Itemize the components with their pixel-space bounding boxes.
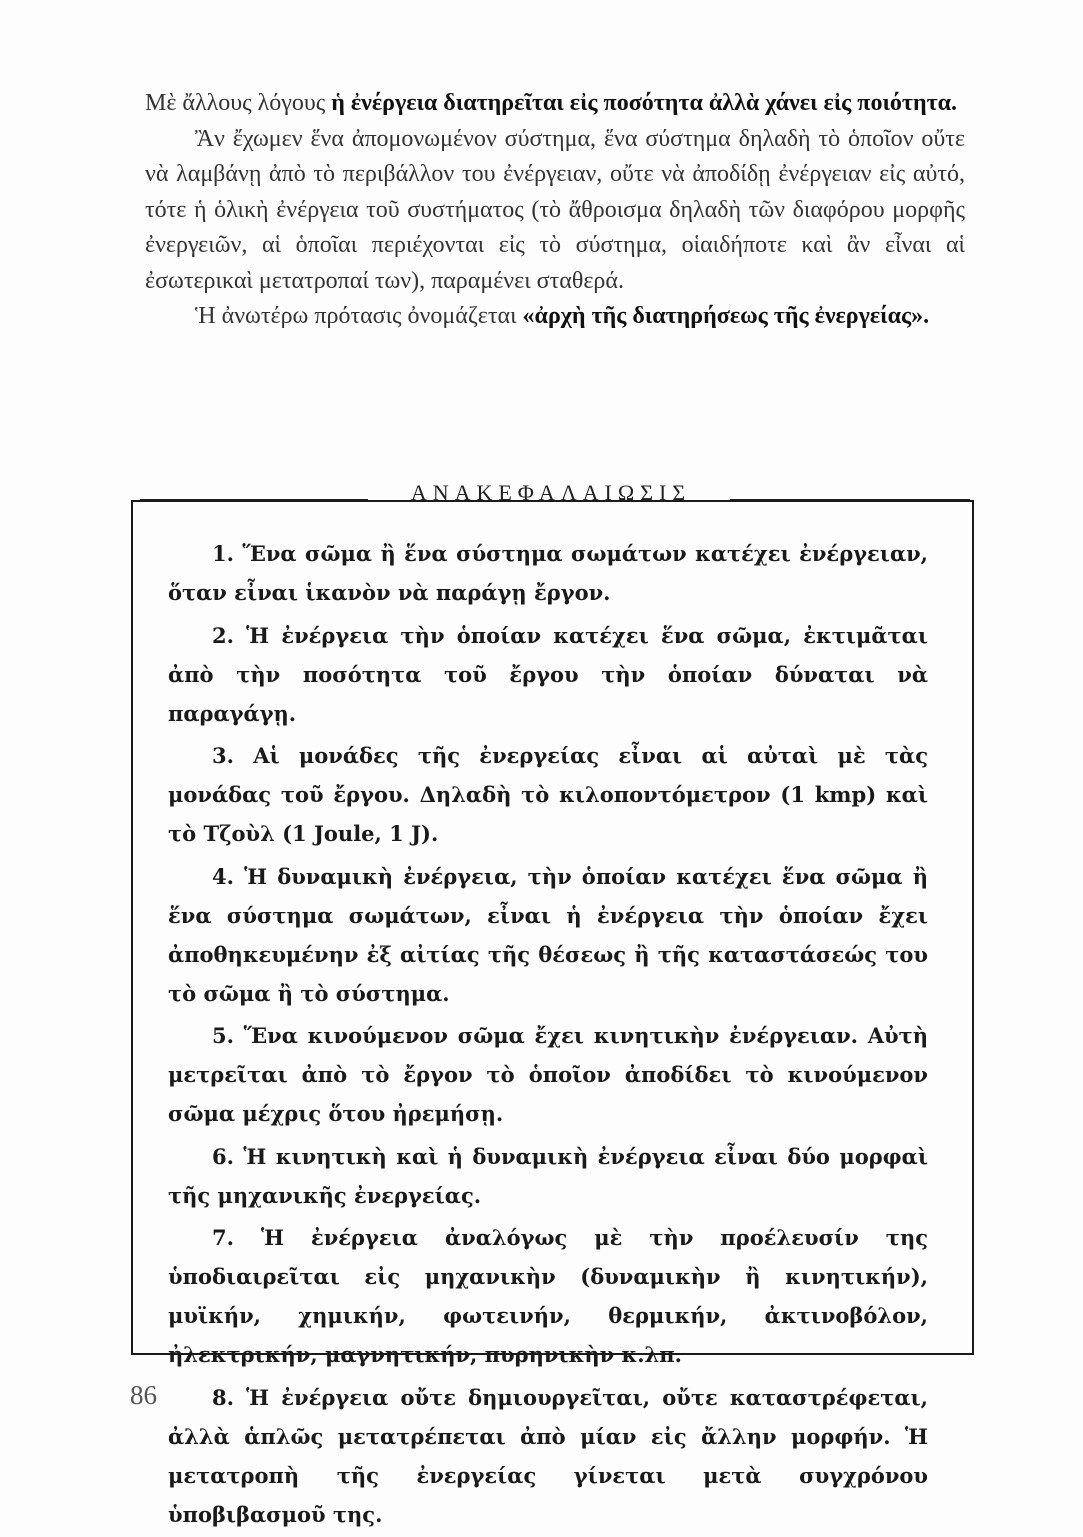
- intro-line1-bold: ἡ ἐνέργεια διατηρεῖται εἰς ποσότητα ἀλλὰ χάνει εἰς ποιότητα.: [331, 90, 958, 116]
- intro-paragraph-1: [145, 86, 965, 122]
- summary-item-7: 7. Ἡ ἐνέργεια ἀναλόγως μὲ τὴν προέλευσίν της ὑποδιαιρεῖται εἰς μηχανικὴν (δυναμικὴν ἢ κινητικήν), μυϊκήν, χημικήν, φωτεινήν, θερμικήν, ἀκτινοβόλον, ἠλεκτρικήν, μαγνητικήν, πυρηνικὴν κ.λπ.: [168, 1225, 928, 1367]
- summary-item-2: 2. Ἡ ἐνέργεια τὴν ὁποίαν κατέχει ἕνα σῶμα, ἐκτιμᾶται ἀπὸ τὴν ποσότητα τοῦ ἔργου τὴν ὁποίαν δύναται νὰ παραγάγῃ.: [168, 622, 928, 726]
- summary-item-5: 5. Ἕνα κινούμενον σῶμα ἔχει κινητικὴν ἐνέργειαν. Αὐτὴ μετρεῖται ἀπὸ τὸ ἔργον τὸ ὁποῖον ἀποδίδει τὸ κινούμενον σῶμα μέχρις ὅτου ἠρεμήσῃ.: [168, 1023, 928, 1126]
- intro-para3-regular: Ἡ ἀνωτέρω πρότασις ὀνομάζεται: [195, 303, 517, 329]
- summary-heading: ΑΝΑΚΕΦΑΛΑΙΩΣΙΣ: [410, 480, 692, 505]
- intro-paragraph-2: Ἂν ἔχωμεν ἕνα ἀπομονωμένον σύστημα, ἕνα σύστημα δηλαδὴ τὸ ὁποῖον οὔτε νὰ λαμβάνῃ ἀπὸ τὸ περιβάλλον του ἐνέργειαν, οὔτε νὰ ἀποδίδῃ ἐνέργειαν εἰς αὐτό, τότε ἡ ὁλικὴ ἐνέργεια τοῦ συστήματος (τὸ ἄθροισμα δηλαδὴ τῶν διαφόρου μορφῆς ἐνεργειῶν, αἱ ὁποῖαι περιέχονται εἰς τὸ σύστημα, οἱαιδήποτε καὶ ἂν εἶναι αἱ ἐσωτερικαὶ μετατροπαί των), παραμένει σταθερά.: [145, 125, 965, 294]
- intro-line1-regular: Μὲ ἄλλους λόγους: [145, 90, 326, 116]
- intro-para3-bold: «ἀρχὴ τῆς διατηρήσεως τῆς ἐνεργείας».: [522, 303, 930, 329]
- summary-item-6: 6. Ἡ κινητικὴ καὶ ἡ δυναμικὴ ἐνέργεια εἶναι δύο μορφαὶ τῆς μηχανικῆς ἐνεργείας.: [168, 1143, 928, 1208]
- summary-item-1: 1. Ἕνα σῶμα ἢ ἕνα σύστημα σωμάτων κατέχει ἐνέργειαν, ὅταν εἶναι ἱκανὸν νὰ παράγῃ ἔργον.: [168, 541, 928, 605]
- intro-text: [145, 86, 965, 335]
- intro-paragraph-3: [145, 299, 965, 335]
- summary-item-4: 4. Ἡ δυναμικὴ ἐνέργεια, τὴν ὁποίαν κατέχει ἕνα σῶμα ἢ ἕνα σύστημα σωμάτων, εἶναι ἡ ἐνέργεια τὴν ὁποίαν ἔχει ἀποθηκευμένην ἐξ αἰτίας τῆς θέσεως ἢ τῆς καταστάσεώς του τὸ σῶμα ἢ τὸ σύστημα.: [168, 863, 928, 1006]
- page-number: 86: [130, 1380, 157, 1410]
- summary-item-3: 3. Αἱ μονάδες τῆς ἐνεργείας εἶναι αἱ αὐταὶ μὲ τὰς μονάδας τοῦ ἔργου. Δηλαδὴ τὸ κιλοποντόμετρον (1 kmp) καὶ τὸ Τζοὺλ (1 Joule, 1 J).: [168, 743, 928, 846]
- summary-list: [168, 534, 928, 1537]
- summary-item-8: 8. Ἡ ἐνέργεια οὔτε δημιουργεῖται, οὔτε καταστρέφεται, ἀλλὰ ἁπλῶς μετατρέπεται ἀπὸ μίαν εἰς ἄλλην μορφήν. Ἡ μετατροπὴ τῆς ἐνεργείας γίνεται μετὰ συγχρόνου ὑποβιβασμοῦ της.: [168, 1384, 928, 1527]
